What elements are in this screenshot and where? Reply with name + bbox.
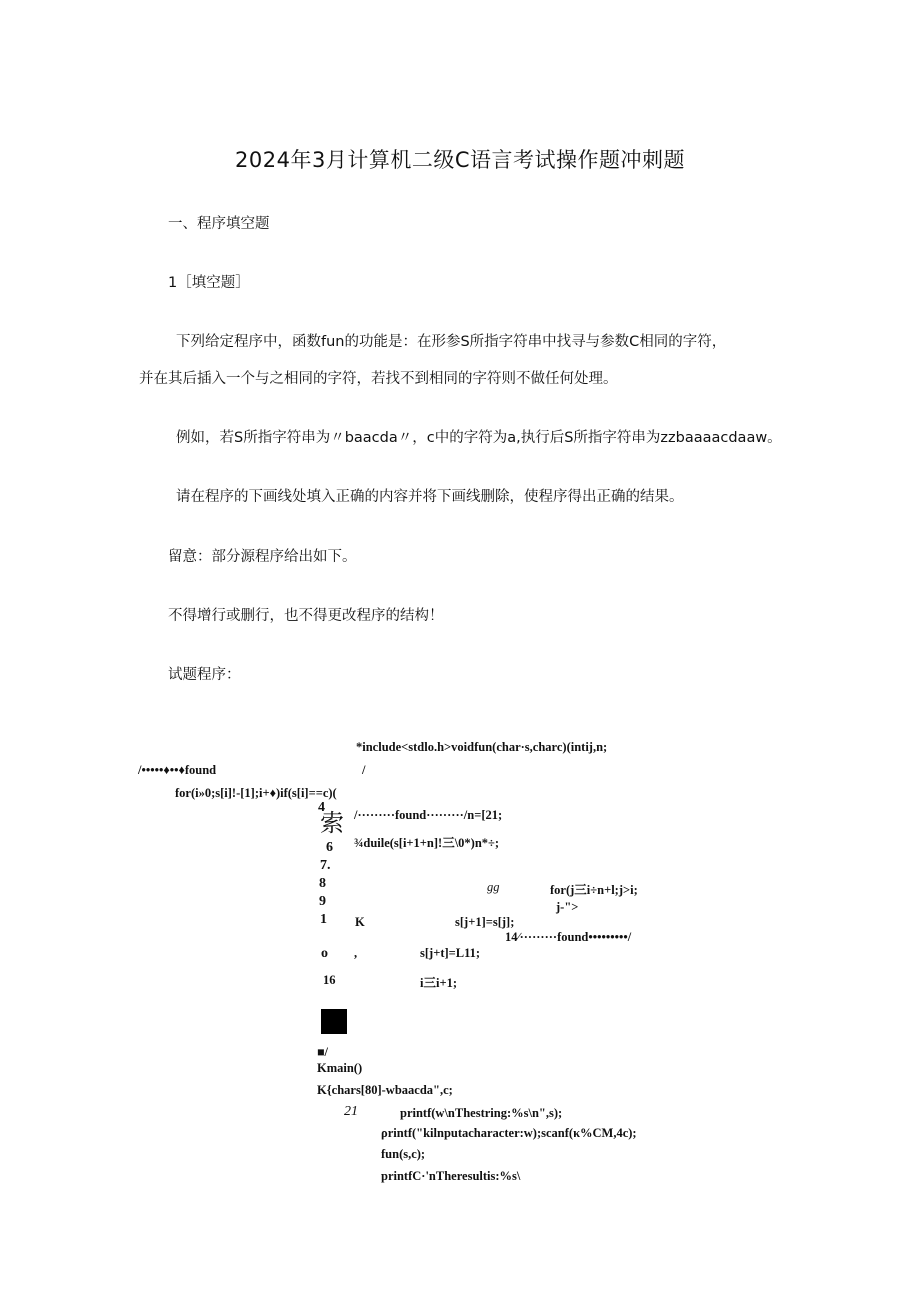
code-line: K{chars[80]-wbaacda",c;	[317, 1083, 453, 1097]
code-line: ■/	[317, 1045, 329, 1059]
code-line: i三i+1;	[420, 976, 457, 990]
warning-paragraph: 不得增行或删行，也不得更改程序的结构！	[168, 608, 444, 624]
description-line-2: 并在其后插入一个与之相同的字符，若找不到相同的字符则不做任何处理。	[139, 371, 618, 387]
page-title: 2024年3月计算机二级C语言考试操作题冲刺题	[235, 148, 685, 172]
line-glyph: K	[355, 915, 365, 929]
code-line: s[j+t]=L11;	[420, 946, 481, 960]
note-paragraph: 留意：部分源程序给出如下。	[168, 549, 357, 565]
code-line: /·········found·········/n=[21;	[354, 808, 503, 822]
code-line: for(j三i÷n+l;j>i;	[550, 883, 638, 897]
instruction-paragraph: 请在程序的下画线处填入正确的内容并将下画线删除，使程序得出正确的结果。	[176, 489, 684, 505]
code-line: ¾duile(s[i+1+n]!三\0*)n*÷;	[354, 836, 500, 850]
question-label: 1［填空题］	[168, 275, 250, 291]
code-line: j-">	[556, 900, 579, 914]
code-line: /	[362, 763, 366, 777]
line-glyph: gg	[487, 880, 500, 894]
line-number: 7.	[320, 858, 331, 873]
code-line: s[j+1]=s[j];	[455, 915, 515, 929]
code-line: fun(s,c);	[381, 1147, 426, 1161]
line-number: 9	[319, 894, 326, 909]
line-glyph: ,	[354, 946, 358, 960]
code-line: /•••••♦••♦found	[138, 763, 217, 777]
example-paragraph: 例如，若S所指字符串为〃baacda〃，c中的字符为a,执行后S所指字符串为zzbaaaacdaaw。	[176, 430, 782, 446]
code-line: printfC·'nTheresultis:%s\	[381, 1169, 521, 1183]
line-number: 16	[323, 973, 336, 987]
section-heading: 一、程序填空题	[168, 216, 270, 232]
line-glyph: 索	[320, 809, 344, 837]
program-label: 试题程序：	[168, 667, 241, 683]
code-line: ρrintf("kilnputacharacter:w);scanf(κ%CM,4c);	[381, 1126, 637, 1140]
line-number: 6	[326, 840, 333, 855]
line-number: 4	[318, 800, 325, 815]
line-number: o	[321, 946, 328, 961]
code-line: *include<stdlo.h>voidfun(char·s,charc)(intij,n;	[356, 740, 608, 754]
line-number: 8	[319, 876, 326, 891]
code-line: printf(w\nThestring:%s\n",s);	[400, 1106, 563, 1120]
code-line: 14∕·········found•••••••••/	[505, 930, 632, 944]
black-block	[321, 1009, 347, 1034]
line-number: 1	[320, 912, 327, 927]
code-line: for(i»0;s[i]!-[1];i+♦)if(s[i]==c)(	[175, 786, 337, 800]
code-line: Kmain()	[317, 1061, 363, 1075]
line-number: 21	[344, 1104, 358, 1119]
description-line-1: 下列给定程序中，函数fun的功能是：在形参S所指字符串中找寻与参数C相同的字符，	[176, 334, 727, 350]
